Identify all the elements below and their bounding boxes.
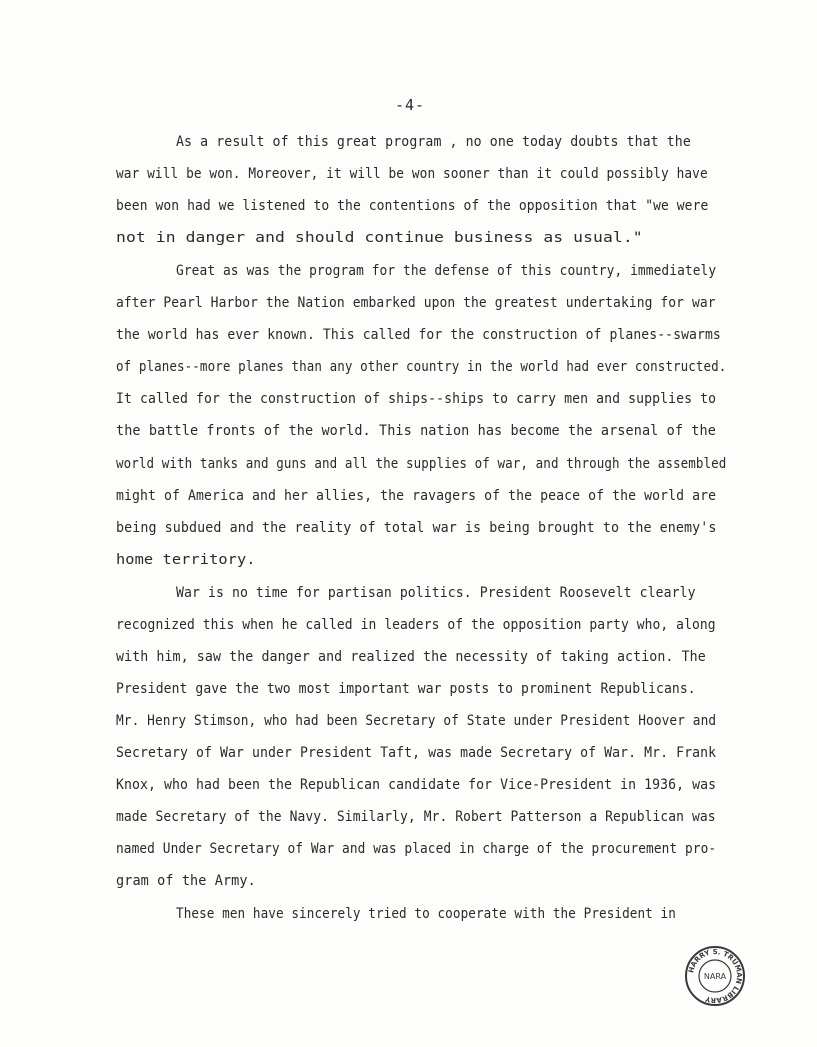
text-line: It called for the construction of ships--ships to carry men and supplies to (116, 391, 717, 407)
library-seal-stamp (684, 945, 746, 1007)
text-line: recognized this when he called in leaders of the opposition party who, along (116, 617, 716, 633)
text-line: Mr. Henry Stimson, who had been Secretary of State under President Hoover and (116, 713, 717, 729)
page-number: -4- (395, 96, 426, 114)
text-line: President gave the two most important war posts to prominent Republicans. (116, 681, 696, 697)
text-line: after Pearl Harbor the Nation embarked upon the greatest undertaking for war (116, 295, 716, 311)
seal-center-text: NARA (703, 972, 727, 981)
text-line: made Secretary of the Navy. Similarly, Mr. Robert Patterson a Republican was (116, 809, 716, 825)
text-line: war will be won. Moreover, it will be won sooner than it could possibly have (116, 166, 708, 182)
text-line: Secretary of War under President Taft, was made Secretary of War. Mr. Frank (116, 745, 717, 761)
text-line: the world has ever known. This called for the construction of planes--swarms (116, 327, 721, 343)
text-line: gram of the Army. (116, 873, 256, 889)
text-line: been won had we listened to the contentions of the opposition that "we were (116, 198, 709, 214)
text-line: not in danger and should continue business as usual." (116, 230, 643, 246)
text-line: the battle fronts of the world. This nation has become the arsenal of the (116, 423, 716, 439)
seal-arc-text: HARRY S. TRUMAN LIBRARY (687, 947, 744, 1005)
text-line: named Under Secretary of War and was placed in charge of the procurement pro- (116, 841, 717, 857)
text-line: War is no time for partisan politics. President Roosevelt clearly (176, 585, 696, 601)
text-line: Knox, who had been the Republican candidate for Vice-President in 1936, was (116, 777, 717, 793)
text-line: being subdued and the reality of total war is being brought to the enemy's (116, 520, 717, 536)
text-line: home territory. (116, 552, 256, 568)
text-line: These men have sincerely tried to cooperate with the President in (176, 906, 676, 922)
text-line: of planes--more planes than any other country in the world had ever constructed. (116, 359, 727, 375)
text-line: As a result of this great program , no one today doubts that the (176, 134, 691, 150)
text-line: Great as was the program for the defense of this country, immediately (176, 263, 717, 279)
text-line: with him, saw the danger and realized the necessity of taking action. The (116, 649, 706, 665)
text-line: world with tanks and guns and all the supplies of war, and through the assembled (116, 456, 727, 472)
text-line: might of America and her allies, the ravagers of the peace of the world are (116, 488, 717, 504)
